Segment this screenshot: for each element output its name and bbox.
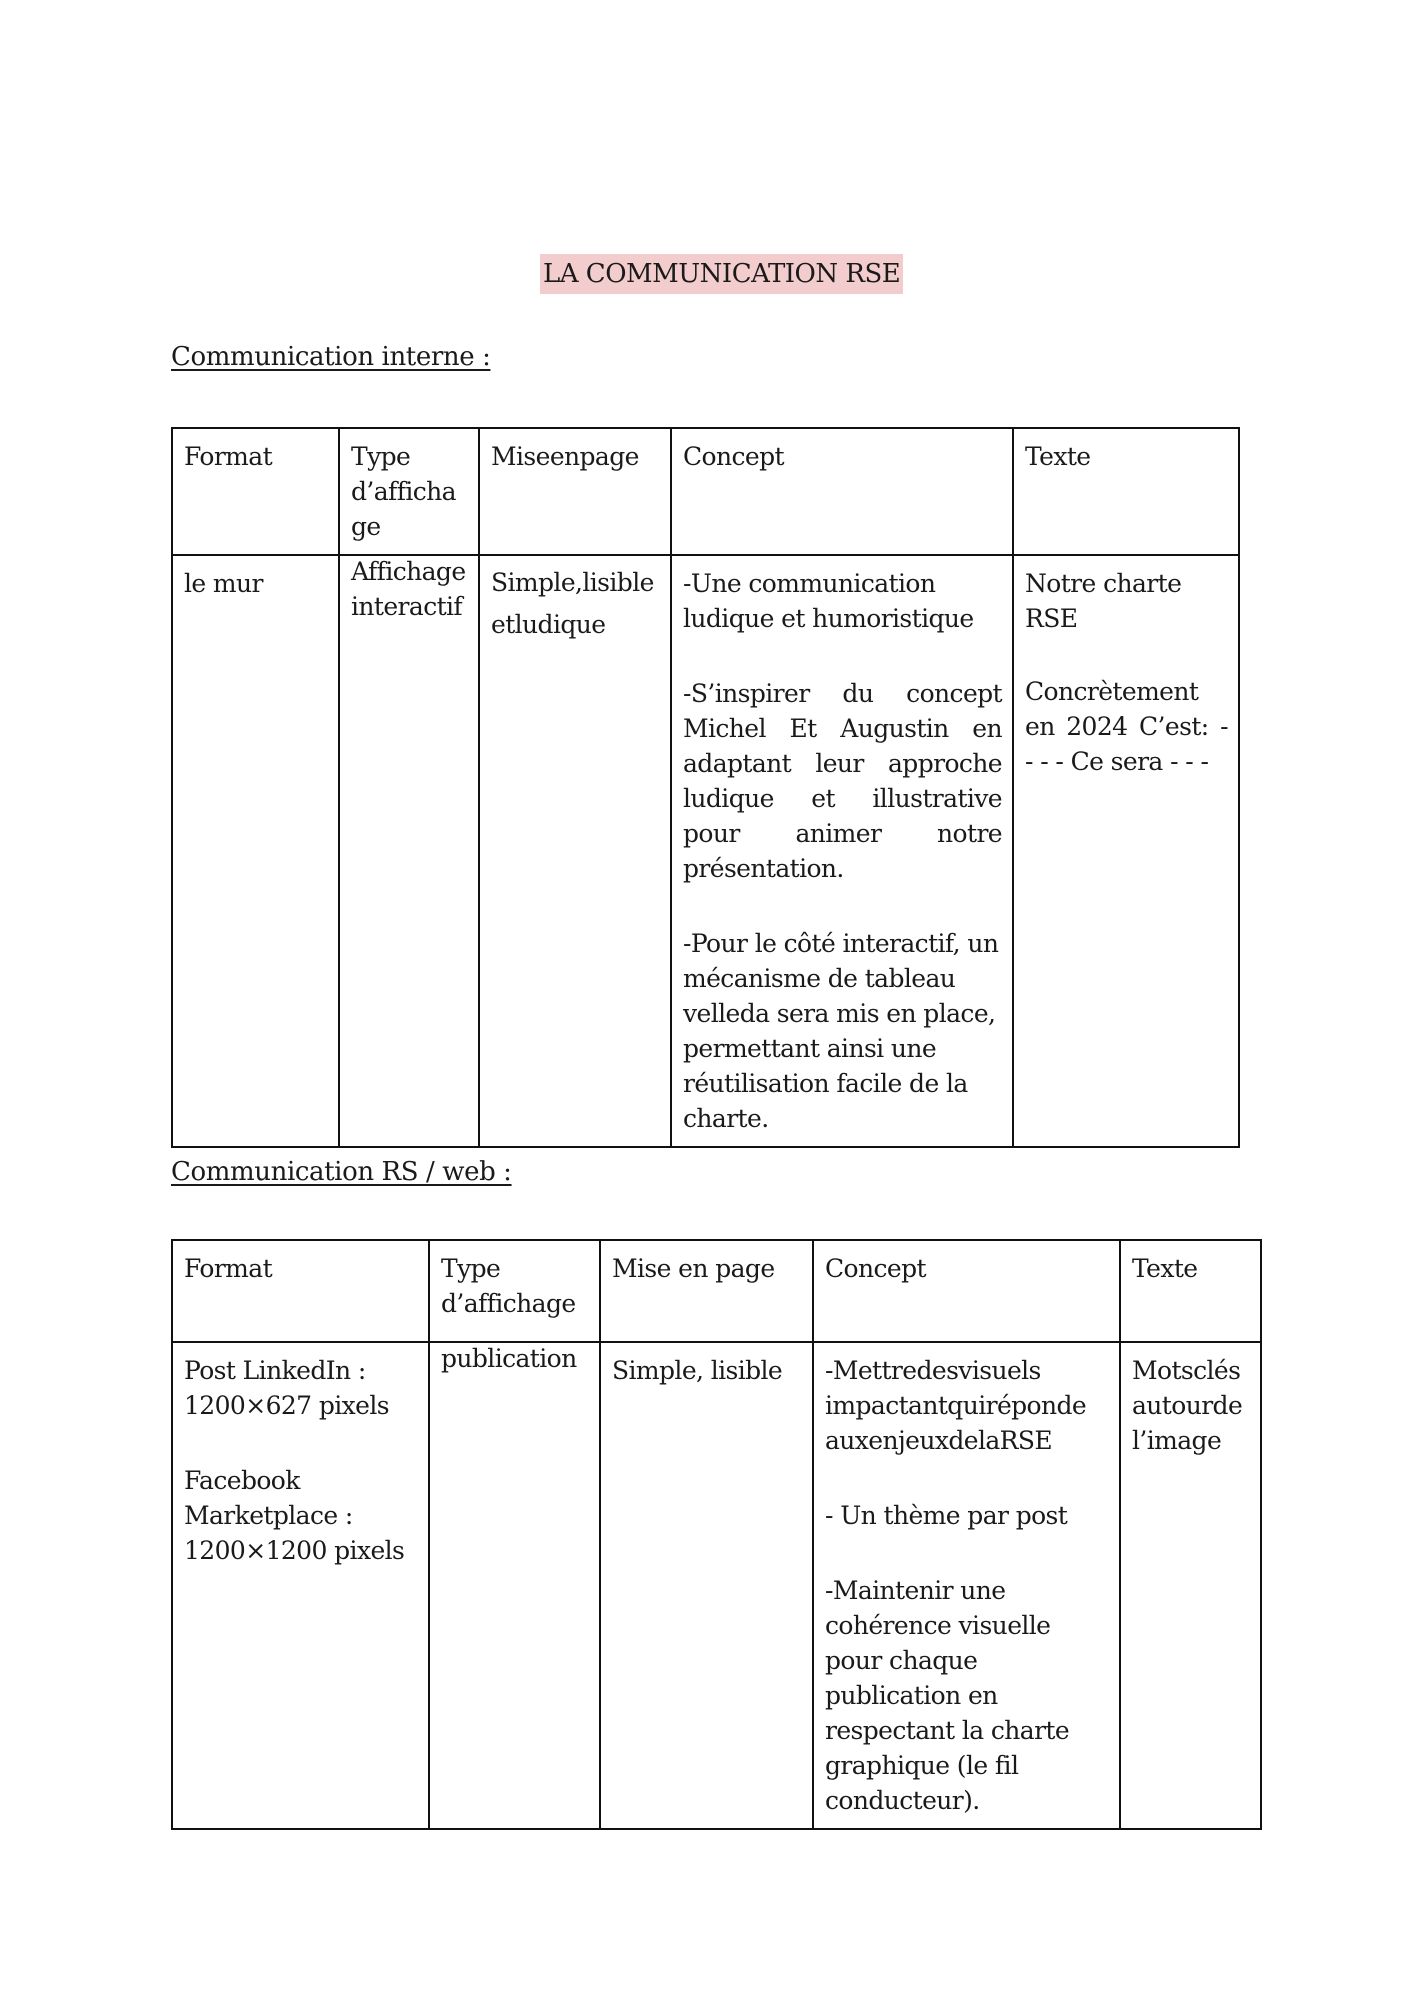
- header-concept: Concept: [813, 1240, 1120, 1342]
- cell-text: [1120, 1342, 1261, 1829]
- header-text: Texte: [1013, 428, 1239, 555]
- format-value: le mur: [184, 569, 263, 598]
- cell-concept: [813, 1342, 1120, 1829]
- concept-paragraph: -Pour le côté interactif, un mécanisme de tableau velleda sera mis en place, permettant ainsi une réutilisation facile de la charte.: [683, 929, 999, 1133]
- table-header-row: [172, 1240, 1261, 1342]
- format-paragraph: Facebook Marketplace : 1200×1200 pixels: [184, 1466, 405, 1565]
- web-communication-table: [171, 1239, 1262, 1830]
- header-layout: Mise en page: [600, 1240, 813, 1342]
- concept-paragraph: -Mettredesvisuels impactantquiréponde auxenjeuxdelaRSE: [825, 1356, 1087, 1455]
- display-type-value: Affichage interactif: [351, 557, 466, 621]
- header-display-type: Type d’affichage: [429, 1240, 600, 1342]
- table-row: [172, 1342, 1261, 1829]
- concept-paragraph: -S’inspirer du concept Michel Et Augustin en adaptant leur approche ludique et illustrative pour animer notre présentation.: [683, 679, 1002, 883]
- table-row: [172, 555, 1239, 1147]
- format-paragraph: Post LinkedIn : 1200×627 pixels: [184, 1356, 389, 1420]
- header-format: Format: [172, 428, 339, 555]
- internal-communication-table: [171, 427, 1240, 1148]
- cell-display-type: [339, 555, 479, 1147]
- layout-value: Simple,lisible etludique: [491, 568, 654, 639]
- cell-layout: [479, 555, 671, 1147]
- header-concept: Concept: [671, 428, 1013, 555]
- cell-format: [172, 555, 339, 1147]
- page-title: LA COMMUNICATION RSE: [540, 254, 903, 294]
- display-type-value: publication: [441, 1344, 577, 1373]
- text-paragraph: Notre charte RSE: [1025, 569, 1182, 633]
- header-format: Format: [172, 1240, 429, 1342]
- text-value: Motsclés autourde l’image: [1132, 1356, 1243, 1455]
- concept-paragraph: -Maintenir une cohérence visuelle pour chaque publication en respectant la charte graphique (le fil conducteur).: [825, 1576, 1070, 1815]
- header-text: Texte: [1120, 1240, 1261, 1342]
- section-heading-internal: Communication interne :: [171, 342, 491, 372]
- header-display-type: Type d’affichage: [339, 428, 479, 555]
- section-heading-web: Communication RS / web :: [171, 1157, 512, 1187]
- cell-display-type: [429, 1342, 600, 1829]
- table-header-row: [172, 428, 1239, 555]
- concept-paragraph: - Un thème par post: [825, 1501, 1068, 1530]
- layout-value: Simple, lisible: [612, 1356, 783, 1385]
- cell-format: [172, 1342, 429, 1829]
- cell-concept: [671, 555, 1013, 1147]
- cell-layout: [600, 1342, 813, 1829]
- header-layout: Miseenpage: [479, 428, 671, 555]
- cell-text: [1013, 555, 1239, 1147]
- text-paragraph: Concrètement en 2024 C’est: - - - - Ce sera - - -: [1025, 677, 1228, 776]
- concept-paragraph: -Une communication ludique et humoristique: [683, 569, 974, 633]
